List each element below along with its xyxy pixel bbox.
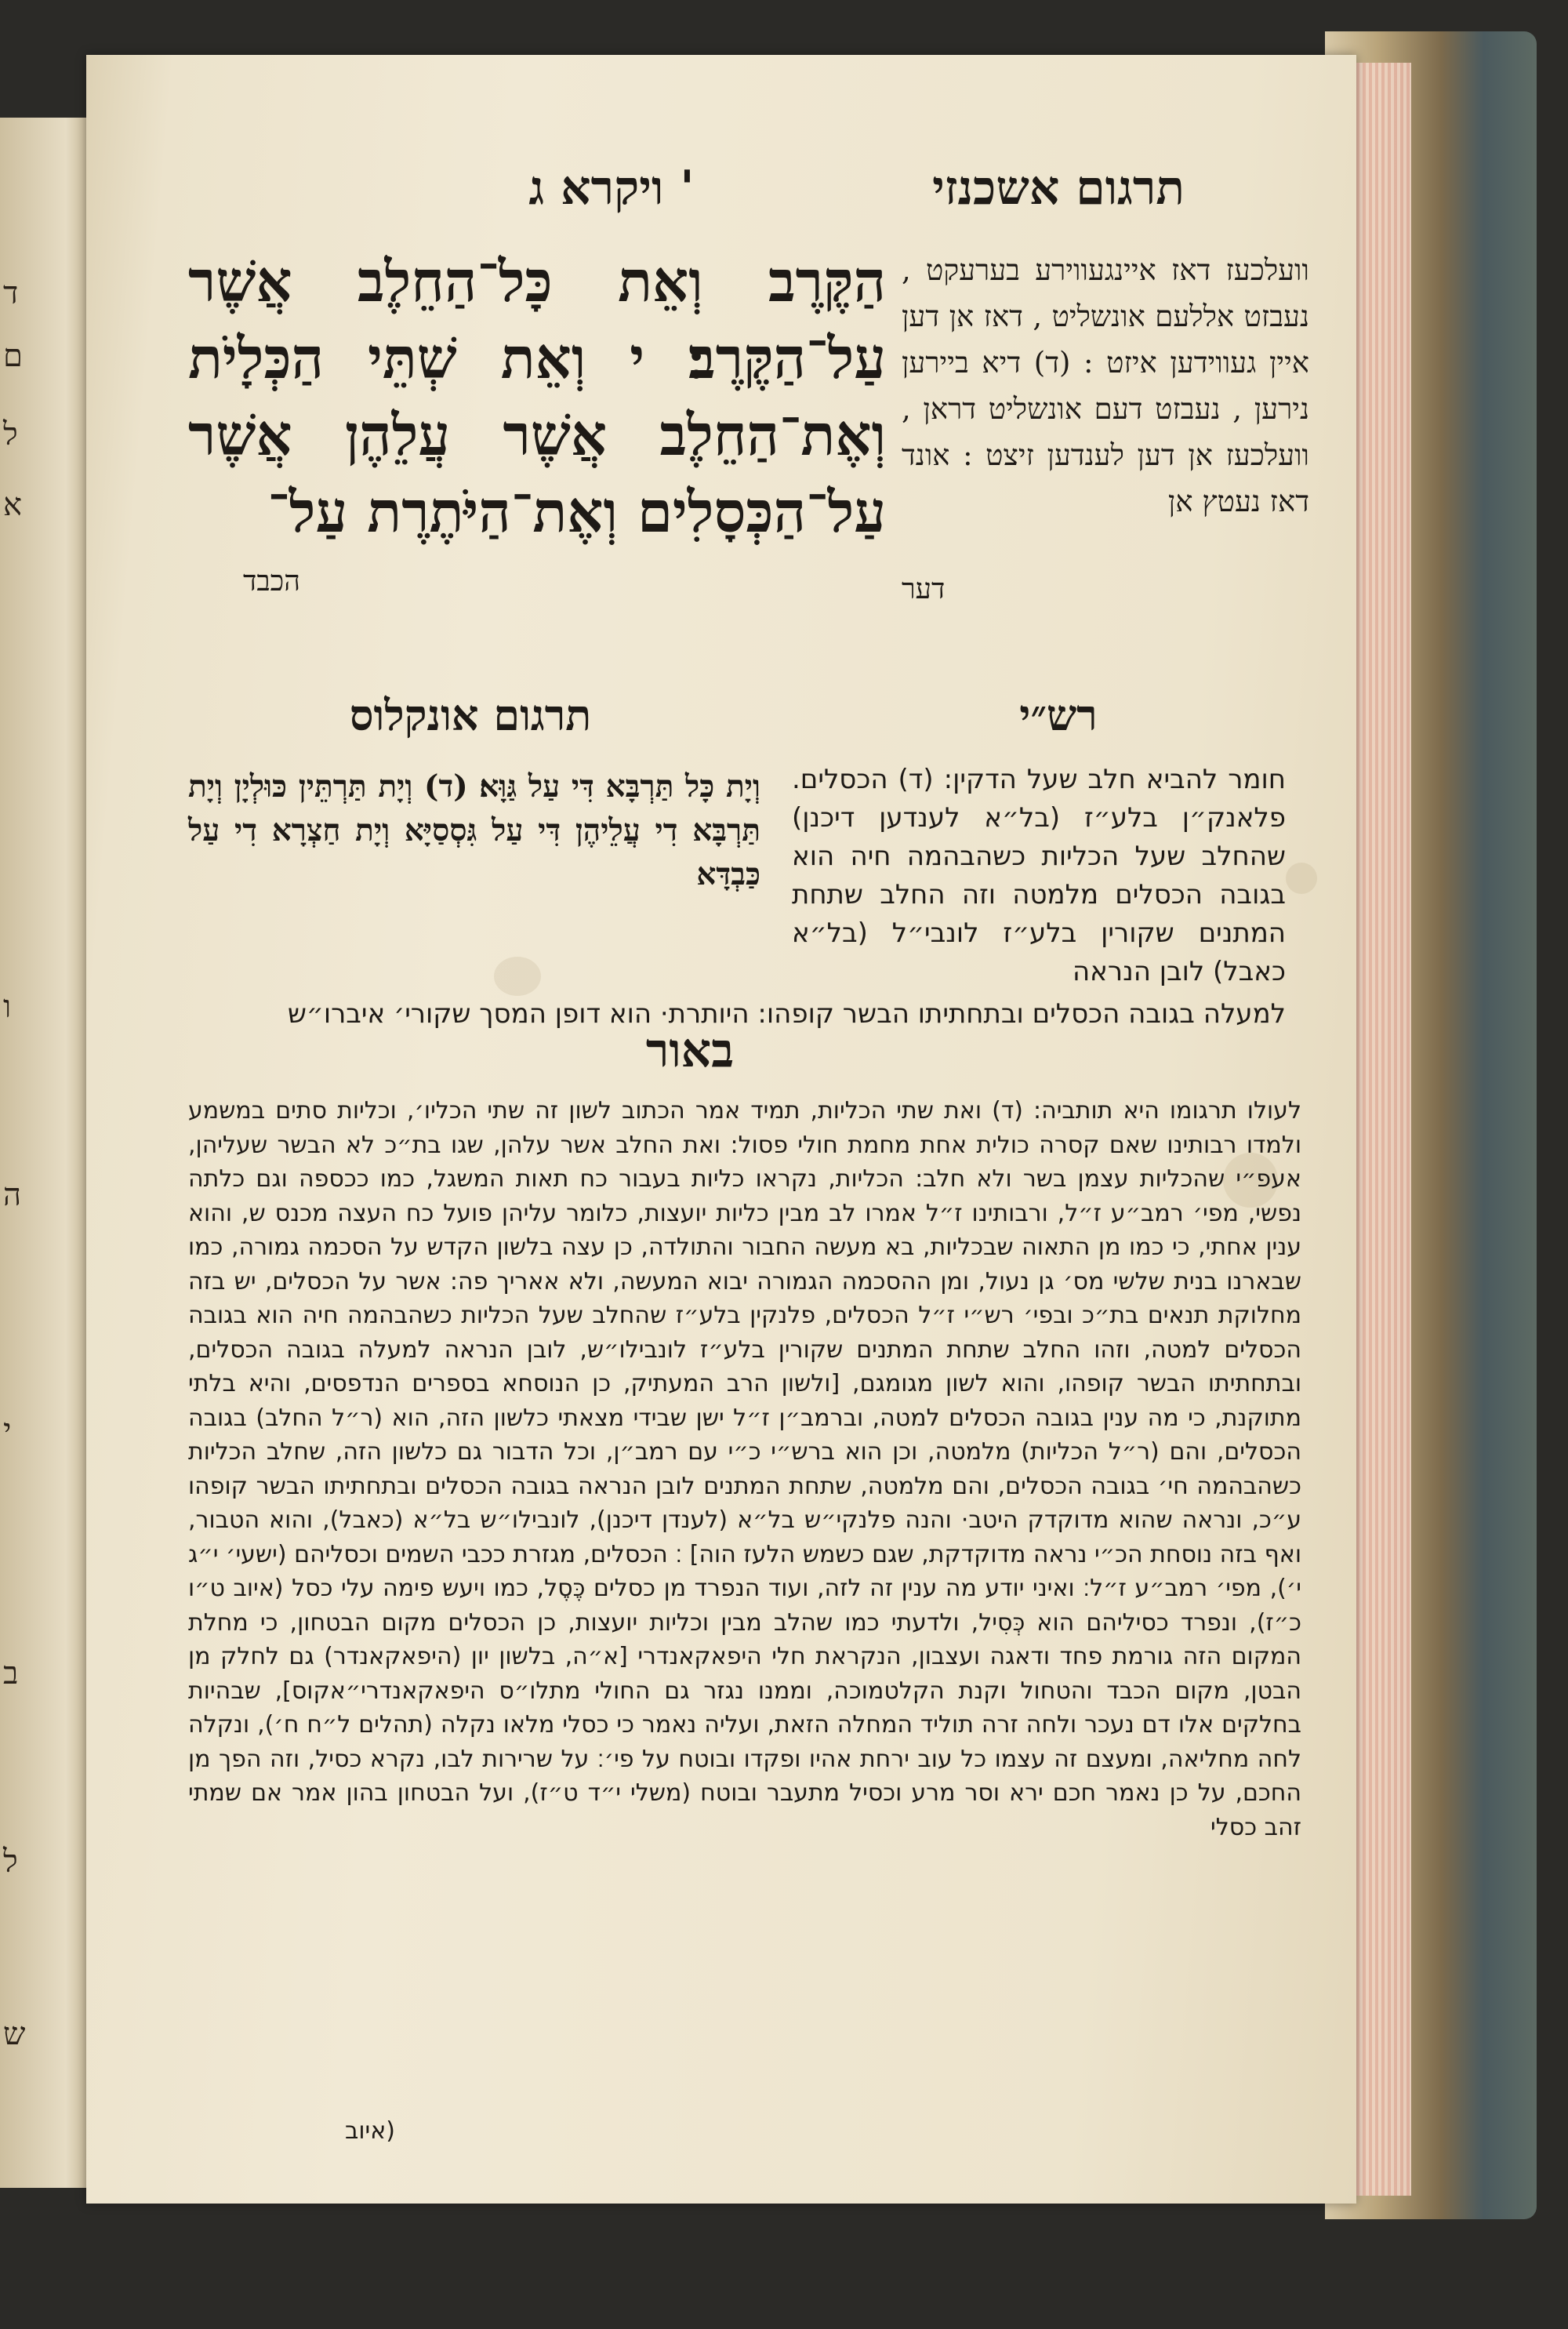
prev-page-letter: ל (3, 416, 18, 452)
hebrew-scripture-text: הַקֶּרֶב וְאֵת כָּל־הַחֵלֶב אֲשֶׁר עַל־הַקֶּרֶב׃ י וְאֵת שְׁתֵּי הַכְּלָיֹת וְאֶת־הַחֵלֶב אֲשֶׁר עֲלֵהֶן אֲשֶׁר עַל־הַכְּסָלִים וְאֶת־הַיֹּתֶרֶת עַל־ (188, 248, 886, 545)
rashi-continuation: למעלה בגובה הכסלים ובתחתיתו הבשר קופהו: היותרת· הוא דופן המסך שקורי׳ איברו״ש (287, 998, 1286, 1030)
previous-page-edge (0, 118, 94, 2188)
biur-commentary (188, 1094, 1301, 1844)
biur-paragraph: לעולו תרגומו היא תותביה: (ד) ואת שתי הכליות, תמיד אמר הכתוב לשון זה שתי הכליו׳, וכליות סתים במשמע ולמדו רבותינו שאם קסרה כולית אחת מחמת חולי פסול: ואת החלב אשר עלהן, שגו בת״כ לא הבשר שעליהן, אעפ״י שהכליות עצמן בשר ולא חלב: הכליות, נקראו כליות בעבור כח תאות המשגל, כמו ככספה וגם כלתה נפשי, מפי׳ רמב״ע ז״ל, ורבותינו ז״ל אמרו לב מבין כליות יועצות, כלומר עליהן פועל כח העצה מכנס ש, והוא ענין אחתי, כי כמו מן התאוה שבכליות, בא מעשה החבור והתולדה, כן עצה בלשון הקדש על הסכמה גמורה, כמו שבארנו בנית שלשי מס׳ גן נעול, ומן ההסכמה הגמורה יבוא המעשה, ולא אאריך פה: אשר על הכסלים, יש בזה מחלוקת תנאים בת״כ ובפי׳ רש״י ז״ל הכסלים, פלנקין בלע״ז שהחלב שעל הכליות כשהבהמה חיה הוא בגובה הכסלים למטה, וזהו החלב שתחת המתנים שקורין בלע״ז לונבילו״ש, לובן הנראה למעלה בגובה הכסלים, ובתחתיתו הבשר קופהו, והוא לשון מגומגם, [ולשון הרב המעתיק, כן הנוסחא בספרים הנדפסים, והיא בלתי מתוקנת, כי מה ענין בגובה הכסלים למטה, וברמב״ן ז״ל ישן שבידי מצאתי כלשון הזה, הוא (ר״ל החלב) בגובה הכסלים, והם (ר״ל הכליות) מלמטה, וכן הוא ברש״י כ״י עם רמב״ן, וכל הדבור גם כלשון הזה, שחלב הכליות כשהבהמה חי׳ בגובה הכסלים, והם מלמטה, שתחת המתנים לובן הנראה בגובה הכסלים ובתחתיתו הבשר קופהו ע״כ, ונראה שהוא מדוקדק היטב· והנה פלנקי״ש בל״א (לענדן דיכנן), לונבילו״ש בל״א (כאבל), והוא הטבור, ואף בזה נוסחת הכ״י נראה מדוקדקת, שגם כשמש הלעז הוה] ׃ הכסלים, מגזרת ככבי השמים וכסליהם (ישעי׳ י״ג י׳), מפי׳ רמב״ע ז״ל׃ ואיני יודע מה ענין זה לזה, ועוד הנפרד מן כסלים כֶּסֶל, כמו ויעש פימה עלי כסל (איוב ט״ו כ״ז), ונפרד כסיליהם הוא כְּסִיל, ולדעתי כמו שהלב מבין וכליות יועצות, כן הכסלים מקום הבטחון, כי מחלת המקום הזה גורמת פחד ודאגה ועצבון, הנקראת חלי היפאקאנדרי [א״ה, בלשון יון (היפאקאנדר) גם לחלק מן הבטן, מקום הכבד והטחול וקנת הקלטמוכה, וממנו נגזר גם החולי מתלו״ס היפאקאנדרי״אקוס], שבהיות בחלקים אלו דם נעכר ולחה זרה תוליד המחלה הזאת, ועליה נאמר כי כסלי מלאו נקלה (תהלים ל״ח ח׳), ונקלה לחה מחליאה, ומעצם זה עצמו כל עוב ירחת אהיו ופקדו ובוטח על פי׳׃ על שרירות לבו, נקרא כסיל, וזה הפך מן החכם, על כן נאמר חכם ירא וסר מרע וכסיל מתעבר ובוטח (משלי י״ד ט״ז), ועל הבטחון בהון אמר אם שמתי זהב כסלי (188, 1097, 1301, 1841)
prev-page-letter: ו (3, 989, 12, 1025)
book-page (86, 55, 1356, 2204)
running-header-book: ' ויקרא ג (528, 161, 695, 216)
prev-page-letter: ש (3, 2016, 26, 2052)
onkelos-heading: תרגום אונקלוס (349, 690, 592, 740)
prev-page-letter: ב (3, 1655, 19, 1691)
rashi-commentary: חומר להביא חלב שעל הדקין: (ד) הכסלים. פלאנק״ן בלע״ז (בל״א לענדען דיכנן) שהחלב שעל הכליות כשהבהמה חיה הוא בגובה הכסלים מלמטה וזה החלב שתחת המתנים שקורין בלע״ז לונבי״ל (בל״א כאבל) לובן הנראה (792, 764, 1286, 987)
yiddish-translation-text: וועלכעז דאז איינגעווירע בערעקט , נעבזט אללעם אונשליט , דאז אן דען איין געווידען איזט : (ד) דיא ביירען נירען , נעבזט דעם אונשליט דראן , וועלכעז אן דען לענדען זיצט : אונד דאז נעטץ אן (902, 253, 1309, 518)
rashi-heading: רש״י (1019, 690, 1098, 740)
paper-stain (494, 957, 541, 996)
paper-stain (1286, 863, 1317, 894)
prev-page-letter: ם (3, 338, 23, 374)
running-header-translation: תרגום אשכנזי (932, 161, 1185, 216)
hebrew-catchword: הכבד (243, 565, 300, 598)
yiddish-catchword: דער (902, 573, 946, 605)
prev-page-letter: ל (3, 1844, 18, 1880)
biur-catchword: (איוב (345, 2117, 395, 2145)
prev-page-letter: ה (3, 1177, 22, 1213)
onkelos-translation: וְיָת כָּל תַּרְבָּא דִּי עַל גַּוָּא׃ (ד) וְיָת תַּרְתֵּין כּוּלְיָן וְיָת תַּרְבָּא דִי עֲלֵיהֶן דִּי עַל גִּסְסַיָּא וְיָת חַצְרָא דִי עַל כַּבְדָּא (188, 768, 760, 892)
prev-page-letter: ד (3, 275, 19, 311)
prev-page-letter: י (3, 1412, 12, 1448)
biur-heading: באור (645, 1023, 735, 1078)
prev-page-letter: א (3, 487, 23, 523)
